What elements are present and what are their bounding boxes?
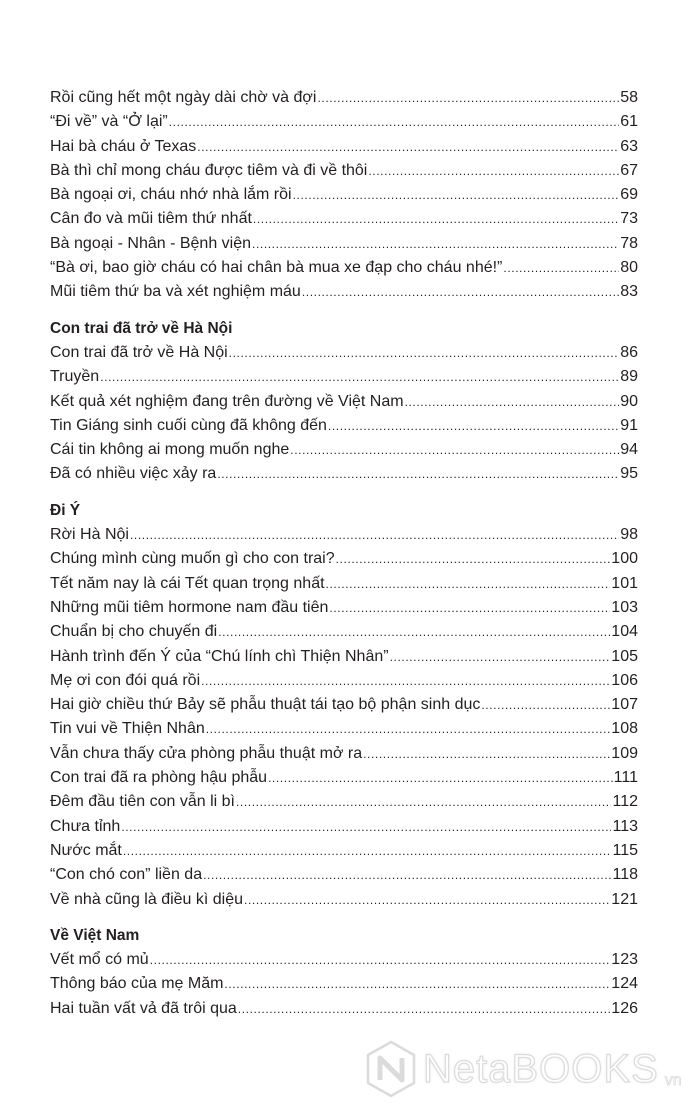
dot-leader (150, 948, 611, 972)
entry-title: Hai giờ chiều thứ Bảy sẽ phẫu thuật tái tạo bộ phận sinh dục (50, 696, 481, 714)
dot-leader (238, 997, 611, 1021)
dot-leader (503, 256, 619, 280)
dot-leader (203, 863, 611, 887)
entry-title: Bà thì chỉ mong cháu được tiêm và đi về thôi (50, 161, 368, 179)
toc-entry (50, 390, 638, 414)
dot-leader (169, 110, 619, 134)
toc-entry (50, 572, 638, 596)
entry-title: “Con chó con” liền da (50, 866, 203, 884)
entry-title: Chưa tỉnh (50, 817, 121, 835)
toc-entry (50, 414, 638, 438)
dot-leader (236, 790, 611, 814)
entry-title: Con trai đã ra phòng hậu phẫu (50, 769, 268, 787)
toc-entry (50, 948, 638, 972)
toc-entry (50, 135, 638, 159)
page-number: 95 (620, 465, 638, 483)
page-number: 100 (611, 550, 638, 568)
page-number: 105 (611, 647, 638, 665)
entry-title: Về nhà cũng là điều kì diệu (50, 890, 244, 908)
entry-title: Đêm đầu tiên con vẫn li bì (50, 793, 235, 811)
dot-leader (317, 86, 619, 110)
toc-entry (50, 717, 638, 741)
dot-leader (121, 815, 611, 839)
toc-entry (50, 523, 638, 547)
dot-leader (218, 620, 610, 644)
toc-entry (50, 256, 638, 280)
page-number: 58 (620, 89, 638, 106)
entry-title: Hai tuần vất vả đã trôi qua (50, 999, 237, 1017)
dot-leader (244, 888, 610, 912)
toc-entry (50, 620, 638, 644)
page-number: 111 (613, 769, 638, 787)
toc-entry (50, 159, 638, 183)
dot-leader (390, 645, 611, 669)
dot-leader (405, 390, 620, 414)
toc-entry (50, 110, 638, 134)
section-title: Đi Ý (50, 501, 81, 519)
entry-title: Những mũi tiêm hormone nam đầu tiên (50, 598, 329, 616)
dot-leader (328, 414, 619, 438)
page-number: 126 (611, 999, 638, 1017)
page-number: 108 (611, 720, 638, 738)
toc-entry (50, 972, 638, 996)
dot-leader (224, 972, 610, 996)
section-title: Về Việt Nam (50, 926, 140, 944)
page-number: 101 (611, 574, 638, 592)
toc-entry (50, 438, 638, 462)
toc-entry (50, 645, 638, 669)
entry-title: “Bà ơi, bao giờ cháu có hai chân bà mua xe đạp cho cháu nhé!” (50, 259, 503, 277)
entry-title: Mũi tiêm thứ ba và xét nghiệm máu (50, 283, 301, 301)
page-number: 78 (620, 234, 638, 252)
page-number: 89 (620, 368, 638, 386)
page-number: 91 (620, 416, 638, 434)
watermark-brand: NetaBOOKS (423, 1046, 659, 1091)
toc-entry (50, 207, 638, 231)
entry-title: Thông báo của mẹ Măm (50, 975, 224, 993)
toc-entry (50, 790, 638, 814)
page-number: 103 (611, 598, 638, 616)
page-number: 73 (620, 210, 638, 228)
toc-section (50, 499, 638, 912)
toc-entry (50, 280, 638, 304)
toc-entry (50, 997, 638, 1021)
toc-entry (50, 863, 638, 887)
dot-leader (268, 766, 613, 790)
dot-leader (206, 717, 611, 741)
dot-leader (290, 438, 619, 462)
entry-title: Vết mổ có mủ (50, 951, 149, 969)
toc-entry (50, 839, 638, 863)
dot-leader (368, 159, 619, 183)
entry-title: Truyền (50, 368, 100, 386)
toc-entry (50, 462, 638, 486)
entry-title: “Đi về” và “Ở lại” (50, 113, 168, 131)
page-number: 121 (611, 890, 638, 908)
entry-title: Tin vui về Thiện Nhân (50, 720, 205, 738)
entry-title: Hành trình đến Ý của “Chú lính chì Thiện Nhân” (50, 647, 389, 665)
page-number: 98 (620, 526, 638, 544)
page-number: 61 (620, 113, 638, 131)
entry-title: Bà ngoại ơi, cháu nhớ nhà lắm rồi (50, 186, 292, 204)
toc-entry (50, 86, 638, 110)
entry-title: Con trai đã trở về Hà Nội (50, 343, 228, 361)
page-number: 94 (620, 441, 638, 459)
dot-leader (326, 572, 611, 596)
dot-leader (363, 742, 610, 766)
toc-entry (50, 547, 638, 571)
dot-leader (123, 839, 612, 863)
toc-entry (50, 365, 638, 389)
page-number: 80 (620, 259, 638, 277)
watermark-suffix: vn (664, 1072, 682, 1089)
page-number: 124 (611, 975, 638, 993)
page-number: 67 (620, 161, 638, 179)
dot-leader (293, 183, 620, 207)
page-number: 69 (620, 186, 638, 204)
page-number: 118 (612, 866, 638, 884)
dot-leader (201, 669, 610, 693)
entry-title: Rồi cũng hết một ngày dài chờ và đợi (50, 89, 317, 106)
entry-title: Bà ngoại - Nhân - Bệnh viện (50, 234, 252, 252)
entry-title: Chúng mình cùng muốn gì cho con trai? (50, 550, 335, 568)
entry-title: Chuẩn bị cho chuyến đi (50, 623, 218, 641)
section-title: Con trai đã trở về Hà Nội (50, 319, 233, 337)
page-number: 123 (611, 951, 638, 969)
toc-entry (50, 341, 638, 365)
table-of-contents (50, 86, 638, 1033)
page-number: 113 (612, 817, 638, 835)
dot-leader (130, 523, 619, 547)
entry-title: Cân đo và mũi tiêm thứ nhất (50, 210, 252, 228)
dot-leader (229, 341, 620, 365)
entry-title: Kết quả xét nghiệm đang trên đường về Việt Nam (50, 392, 404, 410)
entry-title: Đã có nhiều việc xảy ra (50, 465, 217, 483)
page-number: 109 (611, 744, 638, 762)
entry-title: Rời Hà Nội (50, 526, 129, 544)
entry-title: Tết năm nay là cái Tết quan trọng nhất (50, 574, 325, 592)
toc-entry (50, 596, 638, 620)
page-number: 112 (612, 793, 638, 811)
toc-entry (50, 766, 638, 790)
toc-entry (50, 888, 638, 912)
page-number: 86 (620, 343, 638, 361)
toc-entry (50, 232, 638, 256)
netabooks-hexagon-icon (365, 1040, 417, 1098)
toc-entry (50, 183, 638, 207)
page-number: 106 (611, 671, 638, 689)
entry-title: Vẫn chưa thấy cửa phòng phẫu thuật mở ra (50, 744, 363, 762)
dot-leader (302, 280, 619, 304)
entry-title: Tin Giáng sinh cuối cùng đã không đến (50, 416, 327, 434)
entry-title: Hai bà cháu ở Texas (50, 137, 197, 155)
page-number: 90 (620, 392, 638, 410)
entry-title: Cái tin không ai mong muốn nghe (50, 441, 290, 459)
toc-entry (50, 815, 638, 839)
toc-entry (50, 669, 638, 693)
dot-leader (252, 232, 619, 256)
watermark-logo (365, 1040, 682, 1098)
dot-leader (217, 462, 619, 486)
dot-leader (329, 596, 610, 620)
toc-section (50, 924, 638, 1021)
entry-title: Mẹ ơi con đói quá rồi (50, 671, 201, 689)
page-number: 104 (611, 623, 638, 641)
page-number: 83 (620, 283, 638, 301)
page-number: 115 (612, 841, 638, 859)
page-number: 63 (620, 137, 638, 155)
dot-leader (253, 207, 619, 231)
toc-entry (50, 693, 638, 717)
dot-leader (336, 547, 611, 571)
dot-leader (197, 135, 619, 159)
page-number: 107 (611, 696, 638, 714)
entry-title: Nước mắt (50, 841, 122, 859)
toc-section (50, 86, 638, 305)
dot-leader (481, 693, 610, 717)
toc-section (50, 317, 638, 487)
toc-entry (50, 742, 638, 766)
dot-leader (100, 365, 619, 389)
